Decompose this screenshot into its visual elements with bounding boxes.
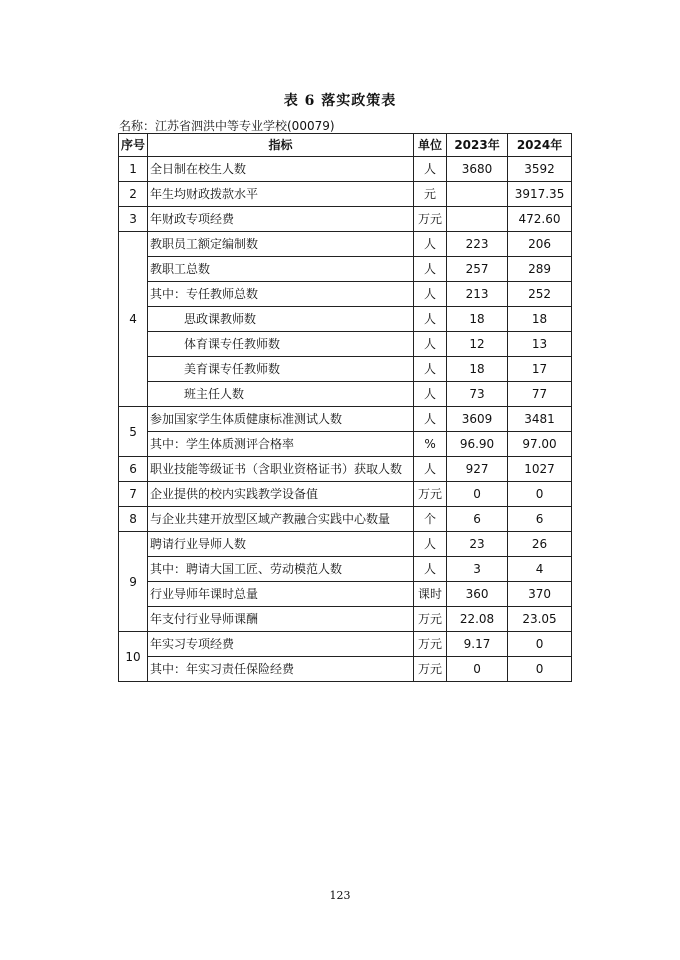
indicator-cell: 其中：聘请大国工匠、劳动模范人数 [148,557,414,582]
unit-cell: 万元 [414,607,447,632]
value-2023-cell: 9.17 [447,632,508,657]
header-2023: 2023年 [447,134,508,157]
value-2024-cell: 3917.35 [508,182,572,207]
unit-cell: % [414,432,447,457]
value-2023-cell [447,207,508,232]
value-2024-cell: 3592 [508,157,572,182]
value-2023-cell: 6 [447,507,508,532]
table-row [119,332,572,357]
table-row [119,457,572,482]
indicator-cell: 职业技能等级证书（含职业资格证书）获取人数 [148,457,414,482]
value-2023-cell: 257 [447,257,508,282]
value-2023-cell: 73 [447,382,508,407]
header-indicator: 指标 [148,134,414,157]
indicator-cell: 班主任人数 [148,382,414,407]
table-row [119,407,572,432]
value-2023-cell: 12 [447,332,508,357]
indicator-cell: 教职工总数 [148,257,414,282]
unit-cell: 个 [414,507,447,532]
table-row [119,232,572,257]
table-row [119,257,572,282]
value-2023-cell: 223 [447,232,508,257]
indicator-cell: 其中：学生体质测评合格率 [148,432,414,457]
page-title: 表 6 落实政策表 [283,93,397,109]
value-2023-cell: 18 [447,307,508,332]
value-2024-cell: 4 [508,557,572,582]
seq-cell: 3 [119,207,148,232]
value-2023-cell: 0 [447,482,508,507]
unit-cell: 课时 [414,582,447,607]
unit-cell: 人 [414,557,447,582]
value-2024-cell: 13 [508,332,572,357]
table-body [119,157,572,682]
unit-cell: 人 [414,532,447,557]
value-2024-cell: 472.60 [508,207,572,232]
seq-cell: 1 [119,157,148,182]
value-2024-cell: 23.05 [508,607,572,632]
indicator-cell: 其中：专任教师总数 [148,282,414,307]
table-header-row [119,134,572,157]
table-row [119,157,572,182]
table-row [119,207,572,232]
indicator-cell: 年生均财政拨款水平 [148,182,414,207]
value-2024-cell: 0 [508,657,572,682]
seq-cell: 6 [119,457,148,482]
unit-cell: 人 [414,407,447,432]
table-row [119,432,572,457]
value-2023-cell: 23 [447,532,508,557]
header-unit: 单位 [414,134,447,157]
value-2023-cell: 3680 [447,157,508,182]
unit-cell: 人 [414,357,447,382]
indicator-cell: 体育课专任教师数 [148,332,414,357]
indicator-cell: 年财政专项经费 [148,207,414,232]
value-2023-cell: 3 [447,557,508,582]
value-2023-cell: 3609 [447,407,508,432]
value-2024-cell: 289 [508,257,572,282]
indicator-cell: 聘请行业导师人数 [148,532,414,557]
value-2023-cell: 213 [447,282,508,307]
seq-cell: 9 [119,532,148,632]
indicator-cell: 思政课教师数 [148,307,414,332]
seq-cell: 10 [119,632,148,682]
value-2024-cell: 17 [508,357,572,382]
indicator-cell: 企业提供的校内实践教学设备值 [148,482,414,507]
unit-cell: 元 [414,182,447,207]
seq-cell: 8 [119,507,148,532]
table-row [119,657,572,682]
table-row [119,632,572,657]
value-2024-cell: 18 [508,307,572,332]
school-name-label: 名称：江苏省泗洪中等专业学校(00079) [119,119,335,133]
indicator-cell: 参加国家学生体质健康标准测试人数 [148,407,414,432]
table-row [119,532,572,557]
value-2024-cell: 6 [508,507,572,532]
value-2024-cell: 1027 [508,457,572,482]
value-2024-cell: 206 [508,232,572,257]
table-row [119,482,572,507]
value-2023-cell [447,182,508,207]
unit-cell: 万元 [414,482,447,507]
seq-cell: 7 [119,482,148,507]
unit-cell: 人 [414,307,447,332]
unit-cell: 人 [414,157,447,182]
value-2023-cell: 360 [447,582,508,607]
unit-cell: 人 [414,232,447,257]
table-row [119,382,572,407]
indicator-cell: 其中：年实习责任保险经费 [148,657,414,682]
indicator-cell: 年支付行业导师课酬 [148,607,414,632]
value-2024-cell: 252 [508,282,572,307]
unit-cell: 人 [414,457,447,482]
value-2024-cell: 3481 [508,407,572,432]
value-2024-cell: 370 [508,582,572,607]
unit-cell: 人 [414,257,447,282]
unit-cell: 人 [414,282,447,307]
value-2023-cell: 927 [447,457,508,482]
page-number: 123 [329,889,351,902]
indicator-cell: 年实习专项经费 [148,632,414,657]
unit-cell: 万元 [414,632,447,657]
table-row [119,182,572,207]
policy-table [118,133,572,682]
unit-cell: 人 [414,332,447,357]
seq-cell: 4 [119,232,148,407]
indicator-cell: 与企业共建开放型区域产教融合实践中心数量 [148,507,414,532]
value-2024-cell: 0 [508,482,572,507]
indicator-cell: 全日制在校生人数 [148,157,414,182]
table-row [119,507,572,532]
value-2024-cell: 77 [508,382,572,407]
unit-cell: 万元 [414,657,447,682]
indicator-cell: 教职员工额定编制数 [148,232,414,257]
table-row [119,557,572,582]
table-row [119,282,572,307]
value-2024-cell: 97.00 [508,432,572,457]
table-row [119,357,572,382]
header-seq: 序号 [119,134,148,157]
value-2023-cell: 0 [447,657,508,682]
table-row [119,307,572,332]
value-2023-cell: 18 [447,357,508,382]
indicator-cell: 行业导师年课时总量 [148,582,414,607]
unit-cell: 万元 [414,207,447,232]
header-2024: 2024年 [508,134,572,157]
value-2024-cell: 26 [508,532,572,557]
seq-cell: 5 [119,407,148,457]
value-2023-cell: 96.90 [447,432,508,457]
indicator-cell: 美育课专任教师数 [148,357,414,382]
unit-cell: 人 [414,382,447,407]
table-row [119,607,572,632]
value-2023-cell: 22.08 [447,607,508,632]
value-2024-cell: 0 [508,632,572,657]
seq-cell: 2 [119,182,148,207]
table-row [119,582,572,607]
